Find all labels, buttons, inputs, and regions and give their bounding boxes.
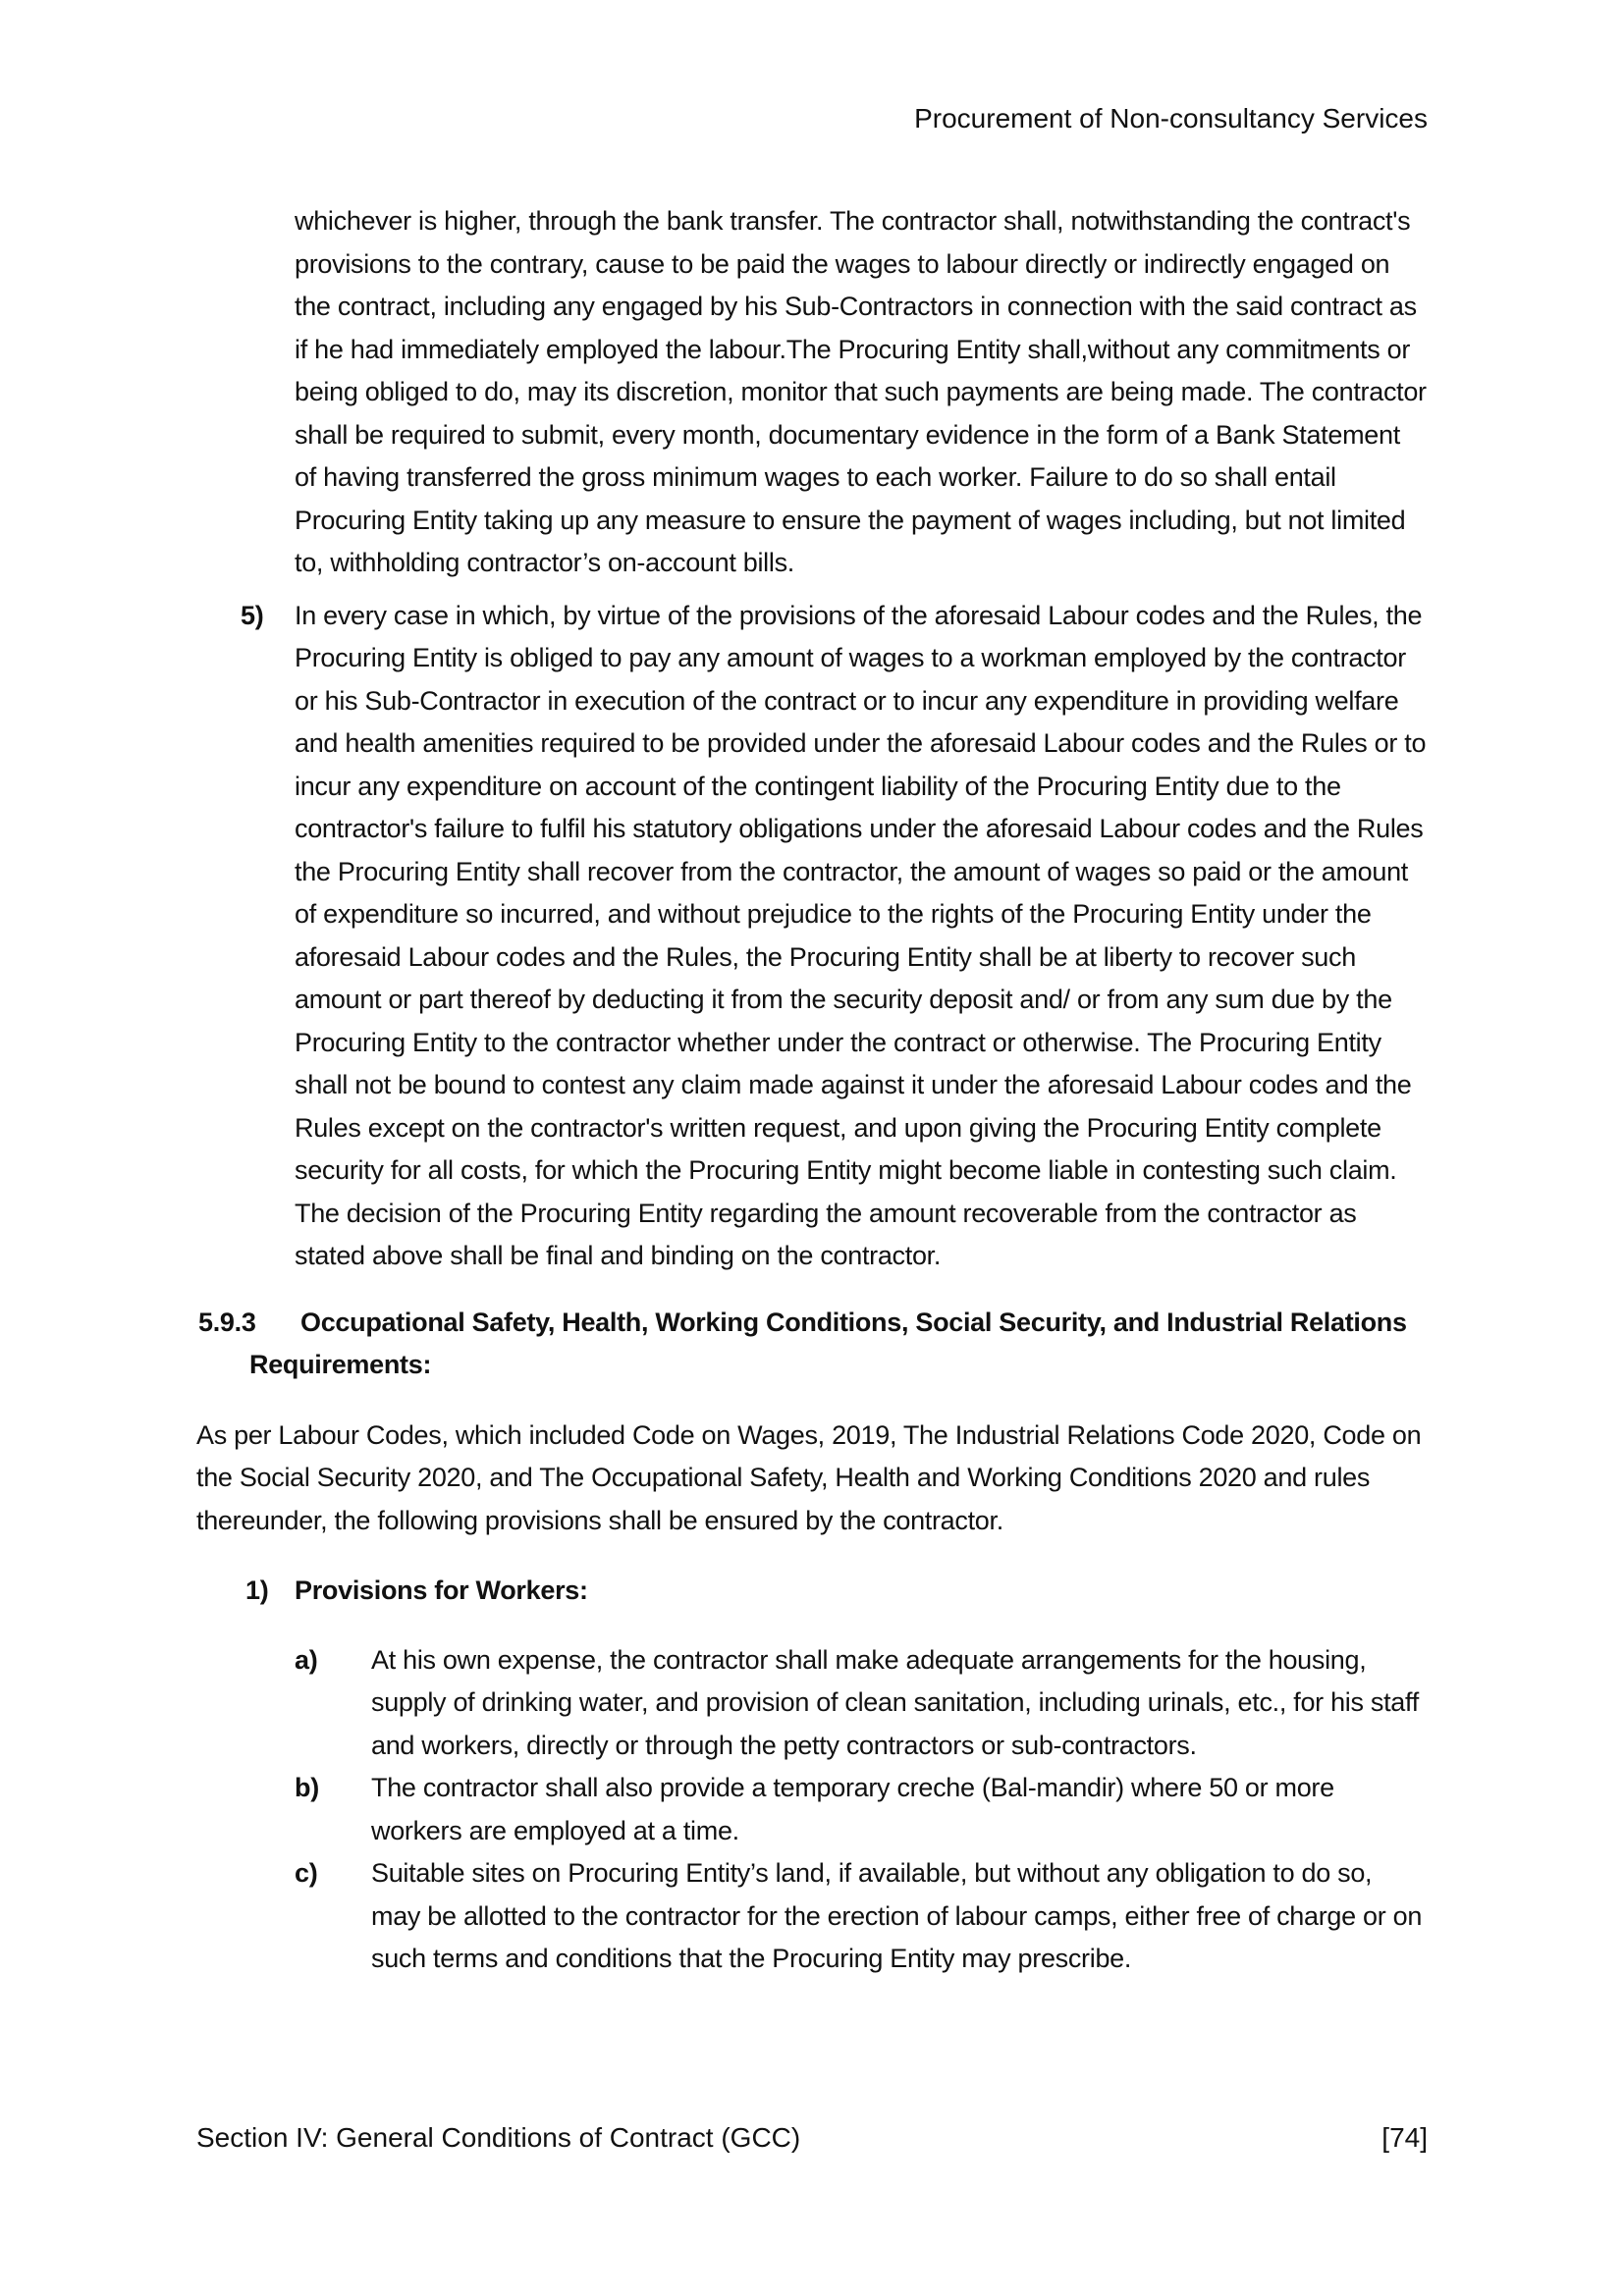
footer-section-label: Section IV: General Conditions of Contract (GCC) xyxy=(196,2122,801,2153)
lettered-sublist xyxy=(196,1639,1428,1981)
page-footer xyxy=(196,2120,1428,2156)
lettered-item-c xyxy=(196,1852,1428,1981)
lettered-item-c-marker: c) xyxy=(295,1858,318,1888)
section-heading-text: Occupational Safety, Health, Working Conditions, Social Security, and Industrial Relations Requirements: xyxy=(249,1307,1407,1379)
lettered-item-b-text: The contractor shall also provide a temporary creche (Bal-mandir) where 50 or more workers are employed at a time. xyxy=(371,1773,1334,1845)
list-item-5-text: In every case in which, by virtue of the provisions of the aforesaid Labour codes and the Rules, the Procuring Entity is obliged to pay any amount of wages to a workman employed by the contractor or his Sub-Contractor in execution of the contract or to incur any expenditure in providing welfare and health amenities required to be provided under the aforesaid Labour codes and the Rules or to incur any expenditure on account of the contingent liability of the Procuring Entity due to the contractor's failure to fulfil his statutory obligations under the aforesaid Labour codes and the Rules the Procuring Entity shall recover from the contractor, the amount of wages so paid or the amount of expenditure so incurred, and without prejudice to the rights of the Procuring Entity under the aforesaid Labour codes and the Rules, the Procuring Entity shall be at liberty to recover such amount or part thereof by deducting it from the security deposit and/ or from any sum due by the Procuring Entity to the contractor whether under the contract or otherwise. The Procuring Entity shall not be bound to contest any claim made against it under the aforesaid Labour codes and the Rules except on the contractor's written request, and upon giving the Procuring Entity complete security for all costs, for which the Procuring Entity might become liable in contesting such claim. The decision of the Procuring Entity regarding the amount recoverable from the contractor as stated above shall be final and binding on the contractor. xyxy=(295,600,1427,1270)
lettered-item-c-text: Suitable sites on Procuring Entity’s land, if available, but without any obligation to do so, may be allotted to the contractor for the erection of labour camps, either free of charge or on such terms and conditions that the Procuring Entity may prescribe. xyxy=(371,1858,1423,1973)
lettered-item-b xyxy=(196,1767,1428,1852)
lettered-item-a-marker: a) xyxy=(295,1644,318,1675)
paragraph-labour-codes: As per Labour Codes, which included Code on Wages, 2019, The Industrial Relations Code 2020, Code on the Social Security 2020, and The Occupational Safety, Health and Working Conditions 2020 and rules thereunder, the following provisions shall be ensured by the contractor. xyxy=(196,1419,1422,1535)
list-item-1-provisions xyxy=(196,1570,1428,1613)
section-heading-5-9-3 xyxy=(198,1302,1428,1387)
lettered-item-a xyxy=(196,1639,1428,1768)
paragraph-wages-continuation: whichever is higher, through the bank transfer. The contractor shall, notwithstanding the contract's provisions to the contrary, cause to be paid the wages to labour directly or indirectly engaged on the contract, including any engaged by his Sub-Contractors in connection with the said contract as if he had immediately employed the labour.The Procuring Entity shall,without any commitments or being obliged to do, may its discretion, monitor that such payments are being made. The contractor shall be required to submit, every month, documentary evidence in the form of a Bank Statement of having transferred the gross minimum wages to each worker. Failure to do so shall entail Procuring Entity taking up any measure to ensure the payment of wages including, but not limited to, withholding contractor’s on-account bills. xyxy=(295,206,1427,577)
lettered-item-b-marker: b) xyxy=(295,1773,319,1802)
list-item-1-text: Provisions for Workers: xyxy=(295,1575,588,1605)
list-item-1-number: 1) xyxy=(245,1575,269,1605)
list-item-5-number: 5) xyxy=(241,600,264,630)
section-heading-number: 5.9.3 xyxy=(198,1307,256,1337)
lettered-item-a-text: At his own expense, the contractor shall make adequate arrangements for the housing, supply of drinking water, and provision of clean sanitation, including urinals, etc., for his staff and workers, directly or through the petty contractors or sub-contractors. xyxy=(371,1644,1419,1760)
page-header: Procurement of Non-consultancy Services xyxy=(914,103,1428,133)
list-item-5 xyxy=(196,595,1428,1278)
document-content xyxy=(196,200,1428,1981)
footer-page-number: [74] xyxy=(1381,2122,1428,2153)
